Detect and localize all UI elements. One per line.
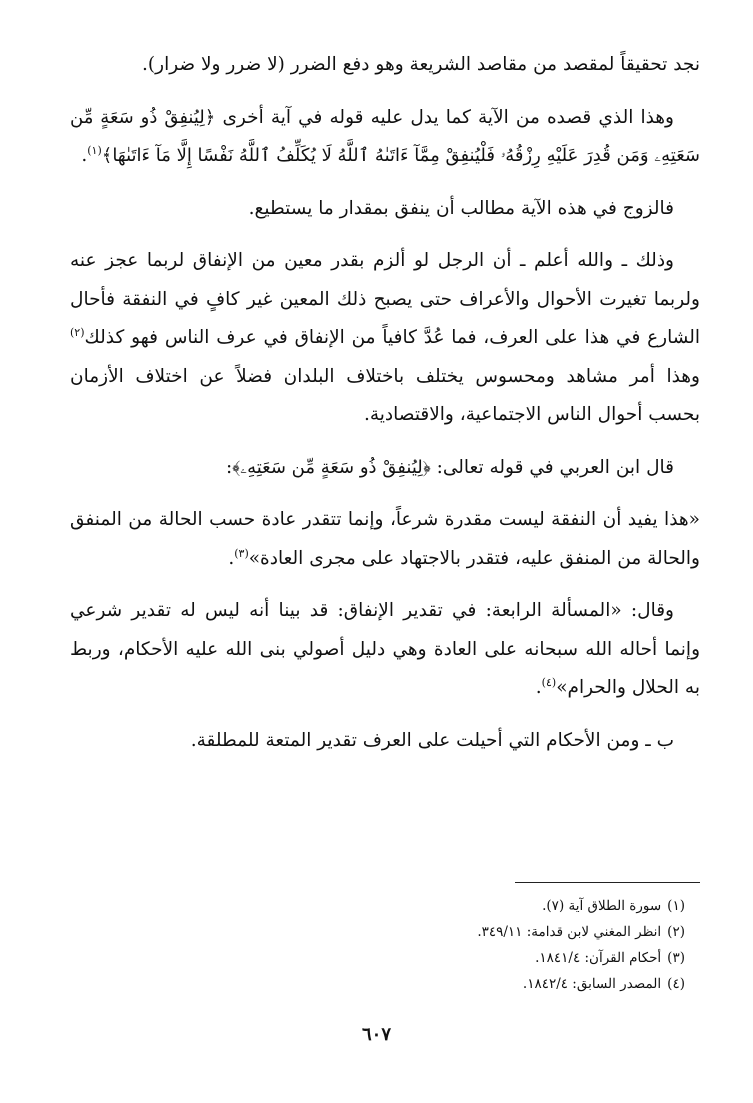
paragraph-8: [70, 722, 700, 761]
footnote-text: المصدر السابق: ١٨٤٢/٤.: [522, 976, 662, 992]
paragraph-7-text-before: وقال: «المسألة الرابعة: في تقدير الإنفاق: قد بينا أنه ليس له تقدير شرعي وإنما أحاله الله سبحانه على العادة وهي دليل أصولي بنى الله عليه الأحكام، وربط به الحلال والحرام»: [70, 600, 700, 698]
paragraph-4-text-before: وذلك ـ والله أعلم ـ أن الرجل لو ألزم بقدر معين من الإنفاق لربما عجز عنه ولربما تغيرت الأحوال والأعراف حتى يصبح ذلك المعين غير كافٍ في النفقة فأحال الشارع في هذا على العرف، فما عُدَّ كافياً من الإنفاق في عرف الناس فهو كذلك: [70, 250, 700, 348]
footnote-2: [285, 919, 685, 945]
footnote-3: [285, 945, 685, 971]
paragraph-8-text: ب ـ ومن الأحكام التي أحيلت على العرف تقدير المتعة للمطلقة.: [190, 729, 674, 751]
footnotes-section: [285, 893, 685, 997]
footnote-separator: [515, 882, 700, 883]
paragraph-1-text: نجد تحقيقاً لمقصد من مقاصد الشريعة وهو دفع الضرر (لا ضرر ولا ضرار).: [142, 54, 700, 75]
footnote-number: (١): [667, 898, 685, 914]
footnote-ref-2[interactable]: (٢): [70, 325, 85, 339]
paragraph-5-text-after: :: [226, 456, 233, 478]
paragraph-3-text: فالزوج في هذه الآية مطالب أن ينفق بمقدار ما يستطيع.: [248, 197, 674, 219]
footnote-ref-1[interactable]: (١): [87, 143, 102, 157]
footnote-number: (٤): [667, 976, 685, 992]
paragraph-6-text-before: «هذا يفيد أن النفقة ليست مقدرة شرعاً، وإنما تتقدر عادة حسب الحالة من المنفق والحالة من المنفق عليه، فتقدر بالاجتهاد على مجرى العادة»: [70, 509, 700, 569]
paragraph-2: [70, 99, 700, 176]
paragraph-6-text-after: .: [228, 547, 235, 569]
footnote-ref-4[interactable]: (٤): [541, 675, 557, 689]
footnote-number: (٢): [667, 924, 685, 940]
paragraph-1: [70, 46, 700, 85]
footnote-1: [285, 893, 685, 919]
footnote-4: [285, 971, 685, 997]
paragraph-5-text-before: قال ابن العربي في قوله تعالى:: [430, 456, 674, 478]
paragraph-4: [70, 242, 700, 435]
footnote-text: سورة الطلاق آية (٧).: [542, 898, 662, 914]
paragraph-4-text-after: وهذا أمر مشاهد ومحسوس يختلف باختلاف البلدان فضلاً عن اختلاف الأزمان بحسب أحوال الناس الاجتماعية، والاقتصادية.: [70, 365, 700, 425]
page-number: ٦٠٧: [361, 1024, 391, 1045]
quran-verse-2: ﴿لِيُنفِقْ ذُو سَعَةٍ مِّن سَعَتِهِۦ﴾: [232, 456, 431, 478]
quran-verse-1: ﴿لِيُنفِقْ ذُو سَعَةٍ مِّن سَعَتِهِۦ وَمَن قُدِرَ عَلَيْهِ رِزْقُهُۥ فَلْيُنفِقْ مِمَّآ ءَاتَىٰهُ ٱللَّهُ لَا يُكَلِّفُ ٱللَّهُ نَفْسًا إِلَّا مَآ ءَاتَىٰهَا﴾: [70, 106, 700, 166]
paragraph-7: [70, 592, 700, 708]
footnote-text: انظر المغني لابن قدامة: ٣٤٩/١١.: [477, 924, 662, 940]
footnote-text: أحكام القرآن: ١٨٤١/٤.: [535, 950, 662, 966]
page-body: [70, 46, 700, 774]
paragraph-7-text-after: .: [535, 677, 542, 698]
paragraph-3: [70, 190, 700, 229]
paragraph-5: [70, 449, 700, 488]
footnote-ref-3[interactable]: (٣): [234, 546, 249, 560]
paragraph-2-text-after: .: [81, 145, 88, 166]
paragraph-6: [70, 501, 700, 578]
footnote-number: (٣): [667, 950, 685, 966]
paragraph-2-text-before: وهذا الذي قصده من الآية كما يدل عليه قوله في آية أخرى: [215, 106, 674, 128]
